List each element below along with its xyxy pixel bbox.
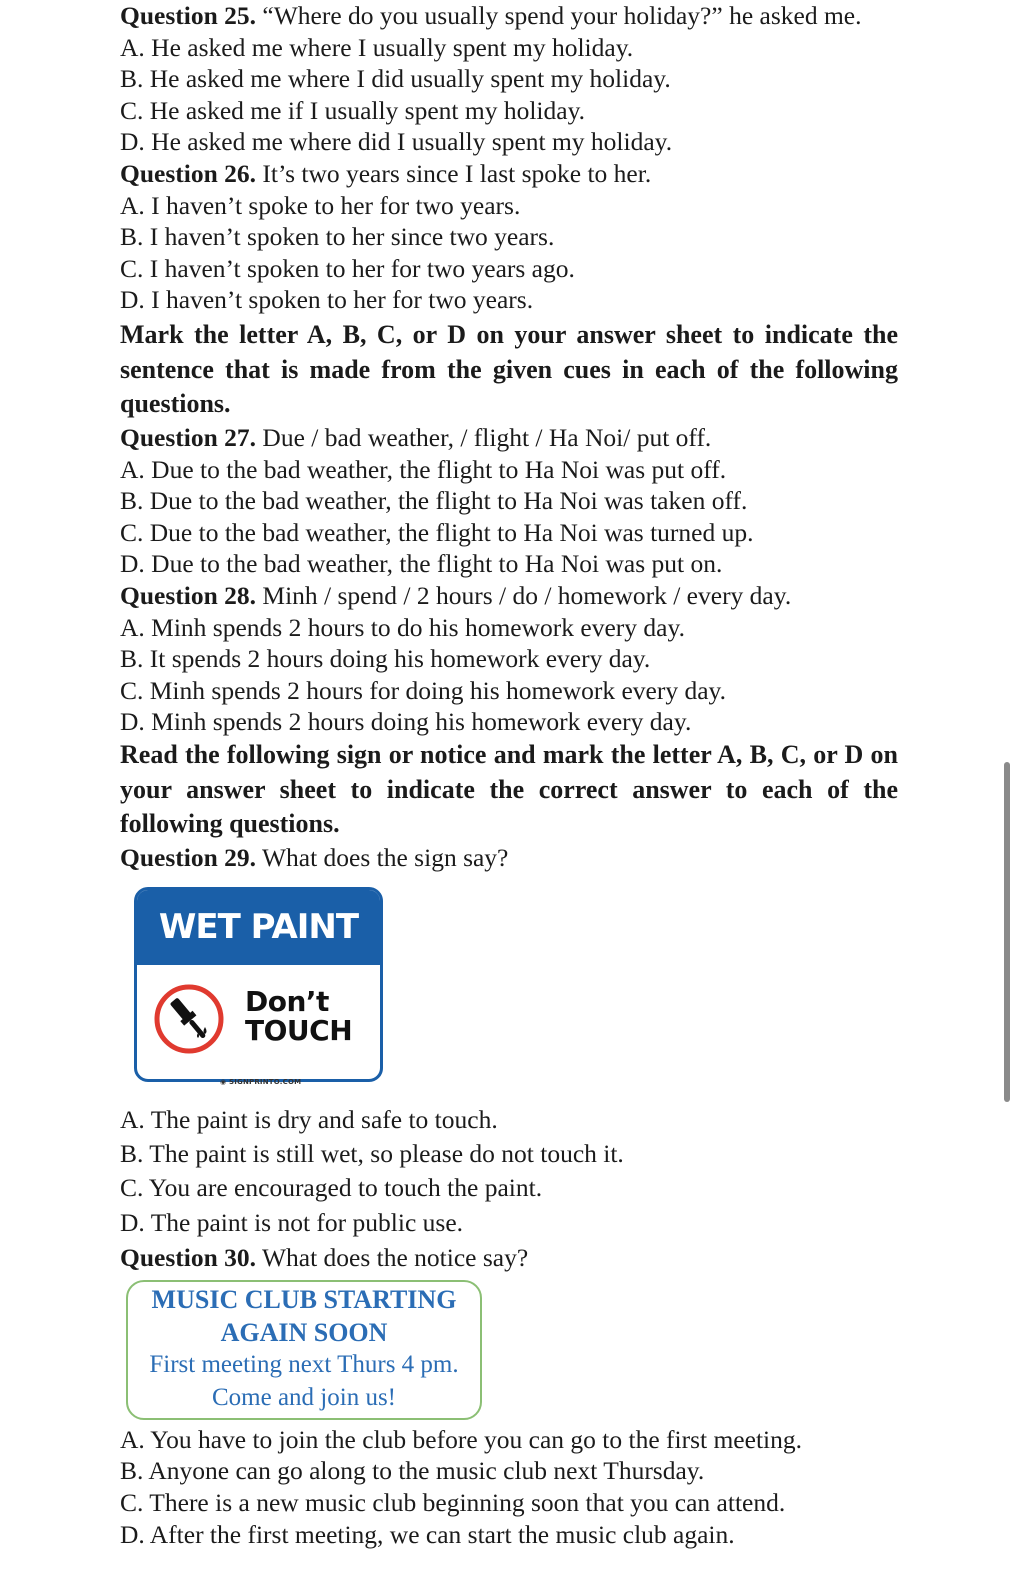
scrollbar-thumb[interactable]	[1004, 762, 1010, 1102]
question-title: Question 30.	[120, 1242, 257, 1272]
option-d[interactable]: D. After the first meeting, we can start the music club again.	[120, 1519, 735, 1549]
option-a[interactable]: A. Due to the bad weather, the flight to Ha Noi was put off.	[120, 454, 727, 484]
notice-headline-2: AGAIN SOON	[220, 1317, 388, 1347]
option-c[interactable]: C. Minh spends 2 hours for doing his homework every day.	[120, 675, 727, 705]
question-27	[120, 422, 910, 580]
question-30-stem: Question 30. What does the notice say?	[120, 1242, 529, 1272]
notice-headline-1: MUSIC CLUB STARTING	[151, 1284, 457, 1314]
option-a[interactable]: A. I haven’t spoke to her for two years.	[120, 190, 521, 220]
option-c[interactable]: C. You are encouraged to touch the paint.	[120, 1173, 543, 1203]
sign-message	[245, 984, 353, 1047]
option-c[interactable]: C. There is a new music club beginning soon that you can attend.	[120, 1488, 786, 1518]
option-b[interactable]: B. I haven’t spoken to her since two years.	[120, 222, 555, 252]
question-title: Question 28.	[120, 581, 257, 611]
worksheet-page	[120, 0, 910, 1550]
music-club-notice	[126, 1280, 482, 1420]
section-instruction-cues: Mark the letter A, B, C, or D on your answer sheet to indicate the sentence that is made from the given cues in each of the following questions.	[120, 319, 898, 419]
option-d[interactable]: D. I haven’t spoken to her for two years.	[120, 285, 534, 315]
option-c[interactable]: C. Due to the bad weather, the flight to Ha Noi was turned up.	[120, 517, 754, 547]
sign-body	[137, 965, 380, 1079]
sign-line-1: Don’t	[245, 984, 329, 1018]
option-b[interactable]: B. It spends 2 hours doing his homework every day.	[120, 644, 651, 674]
wet-paint-sign-area	[120, 883, 910, 1093]
notice-detail: First meeting next Thurs 4 pm.	[149, 1350, 459, 1378]
option-d[interactable]: D. Minh spends 2 hours doing his homework every day.	[120, 707, 692, 737]
option-a[interactable]: A. You have to join the club before you can go to the first meeting.	[120, 1424, 802, 1454]
sign-credit: ◉ SIGNPRINTO.COM	[220, 1077, 302, 1086]
question-30	[120, 1240, 910, 1550]
question-28-stem: Question 28. Minh / spend / 2 hours / do / homework / every day.	[120, 581, 792, 611]
option-c[interactable]: C. I haven’t spoken to her for two years ago.	[120, 253, 575, 283]
question-25-stem: Question 25. “Where do you usually spend your holiday?” he asked me.	[120, 1, 862, 30]
option-b[interactable]: B. Anyone can go along to the music club next Thursday.	[120, 1456, 705, 1486]
option-d[interactable]: D. The paint is not for public use.	[120, 1207, 464, 1237]
notice-invite: Come and join us!	[211, 1383, 396, 1411]
question-title: Question 27.	[120, 423, 257, 453]
option-d[interactable]: D. He asked me where did I usually spent my holiday.	[120, 127, 673, 157]
question-title: Question 26.	[120, 158, 257, 188]
question-title: Question 25.	[120, 1, 257, 30]
sign-line-2: TOUCH	[245, 1013, 353, 1047]
question-25	[120, 0, 910, 158]
sign-header: WET PAINT	[137, 890, 380, 965]
option-c[interactable]: C. He asked me if I usually spent my holiday.	[120, 95, 586, 125]
option-a[interactable]: A. The paint is dry and safe to touch.	[120, 1104, 498, 1134]
option-b[interactable]: B. The paint is still wet, so please do not touch it.	[120, 1138, 624, 1168]
option-b[interactable]: B. He asked me where I did usually spent my holiday.	[120, 64, 671, 94]
option-d[interactable]: D. Due to the bad weather, the flight to Ha Noi was put on.	[120, 549, 723, 579]
question-29-stem: Question 29. What does the sign say?	[120, 843, 509, 873]
option-a[interactable]: A. Minh spends 2 hours to do his homework every day.	[120, 612, 685, 642]
question-26	[120, 158, 910, 316]
no-touch-paintbrush-icon	[153, 983, 225, 1055]
question-26-stem: Question 26. It’s two years since I last spoke to her.	[120, 158, 652, 188]
section-instruction-signs: Read the following sign or notice and mark the letter A, B, C, or D on your answer sheet to indicate the correct answer to each of the following questions.	[120, 739, 898, 839]
question-title: Question 29.	[120, 843, 257, 873]
option-a[interactable]: A. He asked me where I usually spent my holiday.	[120, 32, 634, 62]
wet-paint-sign	[134, 887, 383, 1082]
question-29	[120, 842, 910, 1240]
question-27-stem: Question 27. Due / bad weather, / flight / Ha Noi/ put off.	[120, 423, 712, 453]
question-28	[120, 580, 910, 738]
option-b[interactable]: B. Due to the bad weather, the flight to Ha Noi was taken off.	[120, 486, 748, 516]
